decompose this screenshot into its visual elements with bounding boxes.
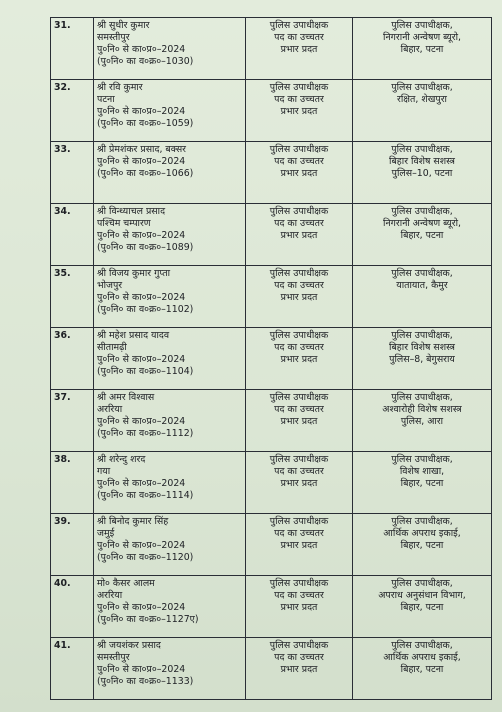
exam-batch: पु०नि० से का०प्र०–2024 <box>97 354 186 365</box>
officer-name: श्री बिनोद कुमार सिंह <box>97 516 169 527</box>
posting-line: पुलिस उपाधीक्षक, <box>391 330 453 341</box>
posting-line: पुलिस उपाधीक्षक, <box>391 392 453 403</box>
officer-name: श्री अमर विश्वास <box>97 392 155 403</box>
posting-line: बिहार, पटना <box>400 664 444 675</box>
seniority-ref: (पु०नि० का व०क्र०–1030) <box>97 56 194 67</box>
posting-line: पुलिस उपाधीक्षक, <box>391 640 453 651</box>
posting-line: आर्थिक अपराध इकाई, <box>383 652 461 663</box>
table-row <box>51 514 492 576</box>
posting-line: बिहार विशेष सशस्त्र <box>389 342 455 353</box>
post-line: प्रभार प्रदत <box>280 416 318 427</box>
exam-batch: पु०नि० से का०प्र०–2024 <box>97 156 186 167</box>
posting-place-cell <box>353 452 492 514</box>
officer-cell <box>94 452 246 514</box>
post-cell <box>246 452 353 514</box>
post-line: पद का उच्चतर <box>274 342 324 353</box>
officer-name: श्री शरेन्दु शरद <box>97 454 146 465</box>
posting-table-body <box>51 18 492 700</box>
seniority-ref: (पु०नि० का व०क्र०–1133) <box>97 676 194 687</box>
posting-line: पुलिस–10, पटना <box>391 168 453 179</box>
officer-district: पश्चिम चम्पारण <box>97 218 151 229</box>
serial-number-cell: 40. <box>51 576 94 638</box>
post-line: पद का उच्चतर <box>274 590 324 601</box>
posting-line: पुलिस–8, बेगुसराय <box>389 354 455 365</box>
post-line: पुलिस उपाधीक्षक <box>269 640 329 651</box>
officer-name: श्री महेश प्रसाद यादव <box>97 330 170 341</box>
serial-number-cell: 41. <box>51 638 94 700</box>
officer-cell <box>94 328 246 390</box>
officer-district: सीतामढ़ी <box>97 342 127 353</box>
post-line: प्रभार प्रदत <box>280 230 318 241</box>
officer-district: समस्तीपुर <box>97 32 130 43</box>
posting-place-cell <box>353 390 492 452</box>
posting-line: आर्थिक अपराध इकाई, <box>383 528 461 539</box>
posting-place-cell <box>353 204 492 266</box>
seniority-ref: (पु०नि० का व०क्र०–1102) <box>97 304 194 315</box>
exam-batch: पु०नि० से का०प्र०–2024 <box>97 292 186 303</box>
posting-line: पुलिस उपाधीक्षक, <box>391 20 453 31</box>
post-line: पद का उच्चतर <box>274 404 324 415</box>
seniority-ref: (पु०नि० का व०क्र०–1089) <box>97 242 194 253</box>
posting-line: बिहार, पटना <box>400 478 444 489</box>
posting-line: बिहार, पटना <box>400 44 444 55</box>
seniority-ref: (पु०नि० का व०क्र०–1127ए) <box>97 614 199 625</box>
officer-name: मो० कैसर आलम <box>97 578 155 589</box>
post-line: प्रभार प्रदत <box>280 168 318 179</box>
post-line: पुलिस उपाधीक्षक <box>269 578 329 589</box>
officer-district: जमुई <box>97 528 115 539</box>
posting-line: पुलिस, आरा <box>400 416 444 427</box>
serial-number-cell: 39. <box>51 514 94 576</box>
post-line: पद का उच्चतर <box>274 528 324 539</box>
posting-line: अश्वारोही विशेष सशस्त्र <box>382 404 462 415</box>
serial-number-cell: 35. <box>51 266 94 328</box>
post-line: प्रभार प्रदत <box>280 602 318 613</box>
officer-cell <box>94 266 246 328</box>
serial-number-cell: 38. <box>51 452 94 514</box>
exam-batch: पु०नि० से का०प्र०–2024 <box>97 44 186 55</box>
post-line: प्रभार प्रदत <box>280 478 318 489</box>
exam-batch: पु०नि० से का०प्र०–2024 <box>97 602 186 613</box>
table-row <box>51 452 492 514</box>
officer-cell <box>94 80 246 142</box>
post-line: पुलिस उपाधीक्षक <box>269 206 329 217</box>
posting-line: निगरानी अन्वेषण ब्यूरो, <box>383 218 461 229</box>
post-cell <box>246 142 353 204</box>
post-cell <box>246 390 353 452</box>
posting-line: अपराध अनुसंधान विभाग, <box>378 590 466 601</box>
seniority-ref: (पु०नि० का व०क्र०–1114) <box>97 490 194 501</box>
posting-line: पुलिस उपाधीक्षक, <box>391 268 453 279</box>
post-line: पुलिस उपाधीक्षक <box>269 268 329 279</box>
post-line: पद का उच्चतर <box>274 218 324 229</box>
posting-line: पुलिस उपाधीक्षक, <box>391 454 453 465</box>
posting-line: पुलिस उपाधीक्षक, <box>391 82 453 93</box>
officer-district: गया <box>97 466 111 477</box>
post-line: प्रभार प्रदत <box>280 540 318 551</box>
post-line: पुलिस उपाधीक्षक <box>269 20 329 31</box>
post-line: प्रभार प्रदत <box>280 664 318 675</box>
officer-name: श्री विन्ध्याचल प्रसाद <box>97 206 166 217</box>
post-line: पुलिस उपाधीक्षक <box>269 144 329 155</box>
post-cell <box>246 80 353 142</box>
post-cell <box>246 266 353 328</box>
post-line: पुलिस उपाधीक्षक <box>269 82 329 93</box>
officer-cell <box>94 390 246 452</box>
posting-line: पुलिस उपाधीक्षक, <box>391 144 453 155</box>
posting-place-cell <box>353 142 492 204</box>
posting-line: बिहार, पटना <box>400 540 444 551</box>
posting-line: यातायात, कैमुर <box>396 280 448 291</box>
posting-line: रक्षित, शेखपुरा <box>397 94 447 105</box>
officer-cell <box>94 514 246 576</box>
posting-place-cell <box>353 18 492 80</box>
posting-line: पुलिस उपाधीक्षक, <box>391 516 453 527</box>
post-line: पुलिस उपाधीक्षक <box>269 392 329 403</box>
officer-name: श्री विजय कुमार गुप्ता <box>97 268 171 279</box>
serial-number-cell: 34. <box>51 204 94 266</box>
post-cell <box>246 576 353 638</box>
officer-cell <box>94 204 246 266</box>
posting-place-cell <box>353 266 492 328</box>
table-row <box>51 328 492 390</box>
post-line: प्रभार प्रदत <box>280 44 318 55</box>
posting-line: बिहार, पटना <box>400 602 444 613</box>
posting-place-cell <box>353 80 492 142</box>
serial-number-cell: 31. <box>51 18 94 80</box>
officer-name: श्री जयशंकर प्रसाद <box>97 640 161 651</box>
table-row <box>51 576 492 638</box>
posting-table <box>50 17 492 700</box>
post-line: पद का उच्चतर <box>274 466 324 477</box>
post-cell <box>246 514 353 576</box>
officer-name: श्री प्रेमशंकर प्रसाद, बक्सर <box>97 144 186 155</box>
post-cell <box>246 638 353 700</box>
post-line: प्रभार प्रदत <box>280 354 318 365</box>
post-line: पुलिस उपाधीक्षक <box>269 330 329 341</box>
post-line: पुलिस उपाधीक्षक <box>269 454 329 465</box>
serial-number-cell: 37. <box>51 390 94 452</box>
post-line: पद का उच्चतर <box>274 32 324 43</box>
seniority-ref: (पु०नि० का व०क्र०–1104) <box>97 366 194 377</box>
posting-place-cell <box>353 576 492 638</box>
serial-number-cell: 33. <box>51 142 94 204</box>
posting-line: पुलिस उपाधीक्षक, <box>391 206 453 217</box>
posting-line: पुलिस उपाधीक्षक, <box>391 578 453 589</box>
officer-cell <box>94 638 246 700</box>
table-row <box>51 266 492 328</box>
post-cell <box>246 204 353 266</box>
serial-number-cell: 32. <box>51 80 94 142</box>
posting-place-cell <box>353 328 492 390</box>
posting-place-cell <box>353 638 492 700</box>
officer-district: अररिया <box>97 590 123 601</box>
seniority-ref: (पु०नि० का व०क्र०–1112) <box>97 428 194 439</box>
officer-district: अररिया <box>97 404 123 415</box>
officer-district: पटना <box>97 94 115 105</box>
exam-batch: पु०नि० से का०प्र०–2024 <box>97 230 186 241</box>
posting-line: विशेष शाखा, <box>399 466 445 477</box>
post-line: प्रभार प्रदत <box>280 106 318 117</box>
table-row <box>51 18 492 80</box>
exam-batch: पु०नि० से का०प्र०–2024 <box>97 540 186 551</box>
serial-number-cell: 36. <box>51 328 94 390</box>
table-row <box>51 80 492 142</box>
post-line: पद का उच्चतर <box>274 156 324 167</box>
seniority-ref: (पु०नि० का व०क्र०–1059) <box>97 118 194 129</box>
post-line: पद का उच्चतर <box>274 94 324 105</box>
table-row <box>51 638 492 700</box>
post-cell <box>246 328 353 390</box>
officer-district: समस्तीपुर <box>97 652 130 663</box>
exam-batch: पु०नि० से का०प्र०–2024 <box>97 664 186 675</box>
posting-line: बिहार विशेष सशस्त्र <box>389 156 455 167</box>
table-row <box>51 142 492 204</box>
table-row <box>51 390 492 452</box>
exam-batch: पु०नि० से का०प्र०–2024 <box>97 106 186 117</box>
officer-cell <box>94 576 246 638</box>
post-line: पद का उच्चतर <box>274 652 324 663</box>
officer-name: श्री सुधीर कुमार <box>97 20 150 31</box>
officer-name: श्री रवि कुमार <box>97 82 143 93</box>
exam-batch: पु०नि० से का०प्र०–2024 <box>97 478 186 489</box>
seniority-ref: (पु०नि० का व०क्र०–1120) <box>97 552 194 563</box>
seniority-ref: (पु०नि० का व०क्र०–1066) <box>97 168 194 179</box>
officer-district: भोजपुर <box>97 280 123 291</box>
table-row <box>51 204 492 266</box>
post-line: पुलिस उपाधीक्षक <box>269 516 329 527</box>
posting-place-cell <box>353 514 492 576</box>
exam-batch: पु०नि० से का०प्र०–2024 <box>97 416 186 427</box>
post-cell <box>246 18 353 80</box>
posting-line: निगरानी अन्वेषण ब्यूरो, <box>383 32 461 43</box>
officer-cell <box>94 18 246 80</box>
posting-line: बिहार, पटना <box>400 230 444 241</box>
post-line: प्रभार प्रदत <box>280 292 318 303</box>
post-line: पद का उच्चतर <box>274 280 324 291</box>
officer-cell <box>94 142 246 204</box>
